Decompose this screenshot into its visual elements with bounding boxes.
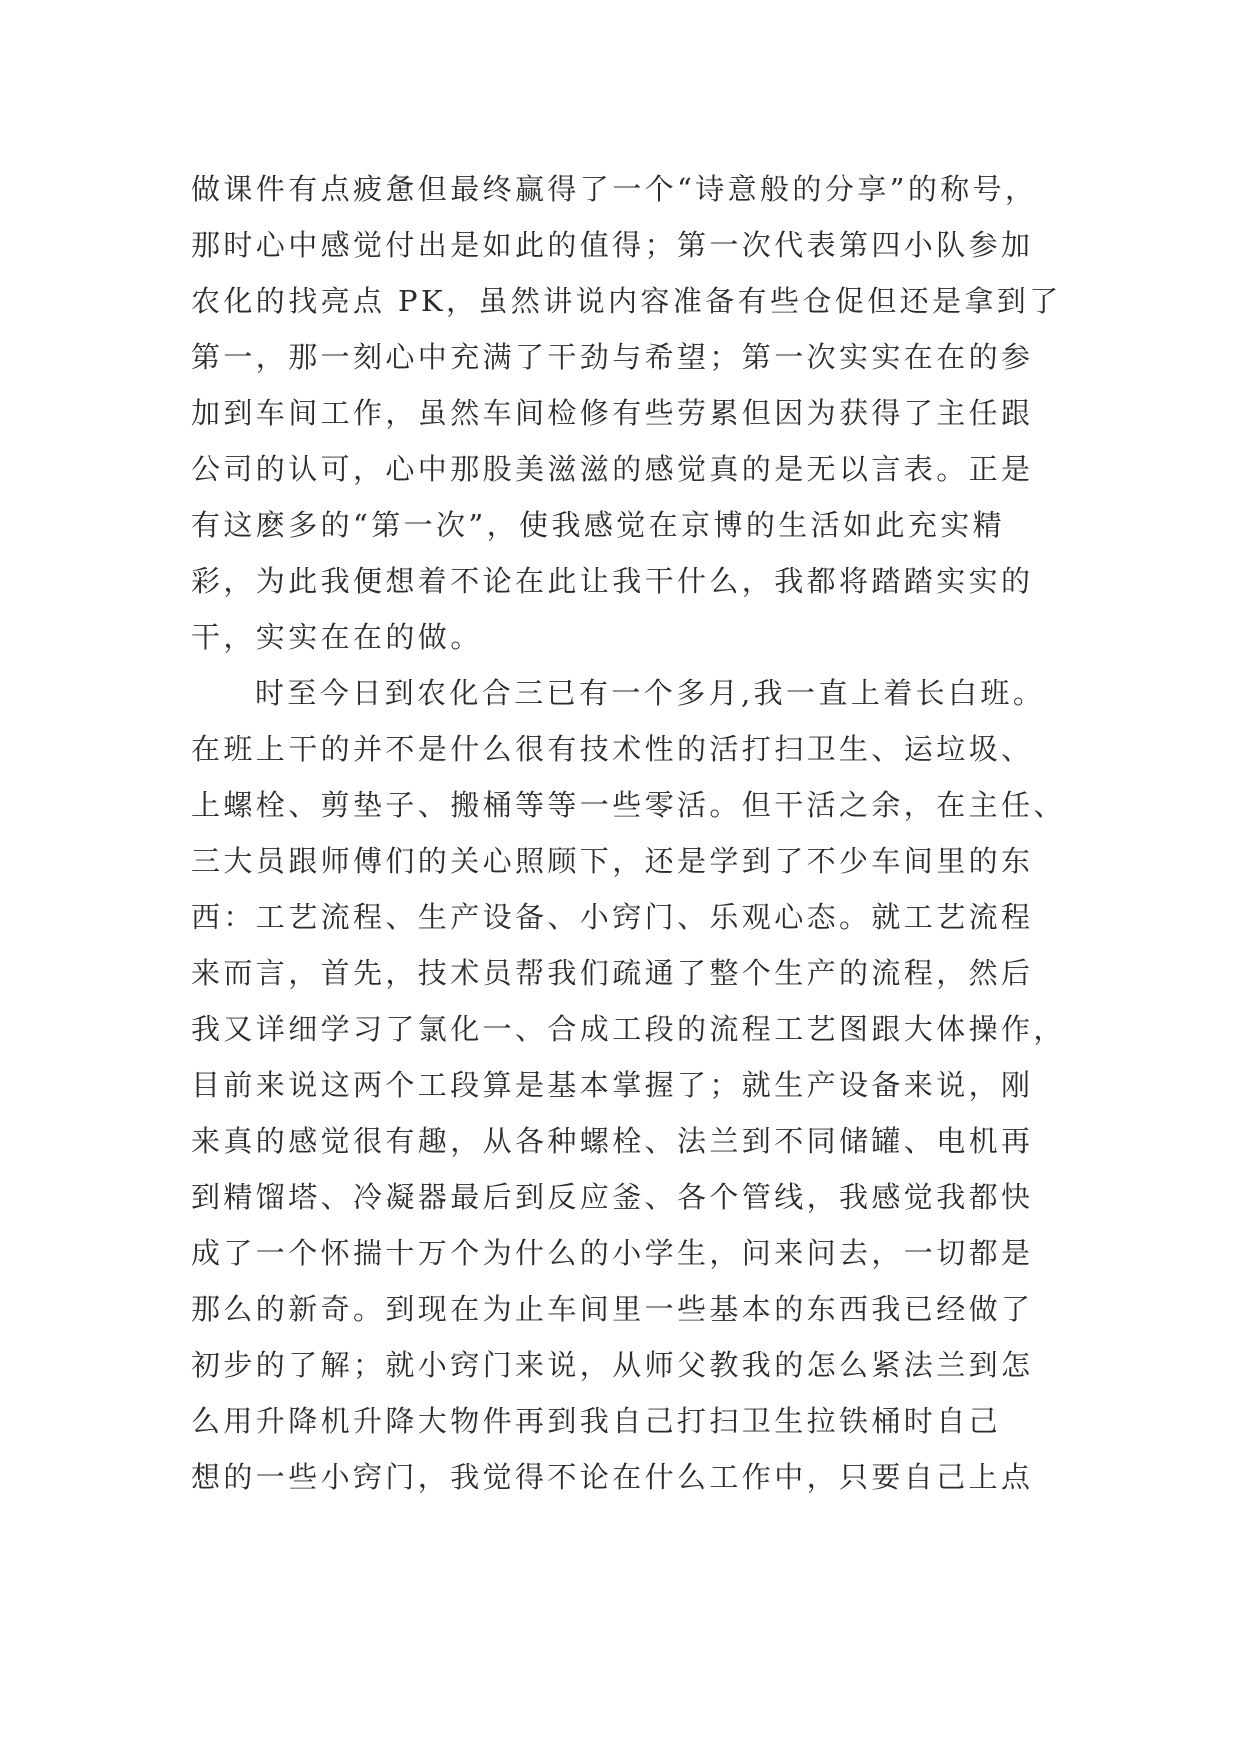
text-line: 在班上干的并不是什么很有技术性的活打扫卫生、运垃圾、 — [191, 732, 1034, 766]
text-line: 到精馏塔、冷凝器最后到反应釜、各个管线，我感觉我都快 — [191, 1180, 1034, 1214]
text-line: 想的一些小窍门，我觉得不论在什么工作中，只要自己上点 — [191, 1460, 1034, 1494]
text-line: 第一，那一刻心中充满了干劲与希望；第一次实实在在的参 — [191, 340, 1034, 374]
text-line: 彩，为此我便想着不论在此让我干什么，我都将踏踏实实的 — [191, 564, 1034, 598]
text-line: 农化的找亮点 PK，虽然讲说内容准备有些仓促但还是拿到了 — [191, 284, 1062, 318]
text-line: 西：工艺流程、生产设备、小窍门、乐观心态。就工艺流程 — [191, 900, 1034, 934]
text-line: 来真的感觉很有趣，从各种螺栓、法兰到不同储罐、电机再 — [191, 1124, 1034, 1158]
text-line: 那时心中感觉付出是如此的值得；第一次代表第四小队参加 — [191, 228, 1034, 262]
text-line: 上螺栓、剪垫子、搬桶等等一些零活。但干活之余，在主任、 — [191, 788, 1066, 822]
text-line: 那么的新奇。到现在为止车间里一些基本的东西我已经做了 — [191, 1292, 1034, 1326]
text-line: 目前来说这两个工段算是基本掌握了；就生产设备来说，刚 — [191, 1068, 1034, 1102]
text-line: 有这麽多的“第一次”，使我感觉在京博的生活如此充实精 — [191, 508, 1006, 542]
text-line: 做课件有点疲惫但最终赢得了一个“诗意般的分享”的称号， — [191, 172, 1038, 206]
text-line: 来而言，首先，技术员帮我们疏通了整个生产的流程，然后 — [191, 956, 1034, 990]
text-line: 加到车间工作，虽然车间检修有些劳累但因为获得了主任跟 — [191, 396, 1034, 430]
paragraph-first-line: 时至今日到农化合三已有一个多月,我一直上着长白班。 — [255, 676, 1046, 710]
text-line: 我又详细学习了氯化一、合成工段的流程工艺图跟大体操作， — [191, 1012, 1066, 1046]
text-line: 成了一个怀揣十万个为什么的小学生，问来问去，一切都是 — [191, 1236, 1034, 1270]
text-line: 初步的了解；就小窍门来说，从师父教我的怎么紧法兰到怎 — [191, 1348, 1034, 1382]
body-text — [191, 161, 1071, 1505]
text-line: 三大员跟师傅们的关心照顾下，还是学到了不少车间里的东 — [191, 844, 1034, 878]
text-line: 干，实实在在的做。 — [191, 620, 483, 654]
text-line: 么用升降机升降大物件再到我自己打扫卫生拉铁桶时自己 — [191, 1404, 1002, 1438]
text-line: 公司的认可，心中那股美滋滋的感觉真的是无以言表。正是 — [191, 452, 1034, 486]
